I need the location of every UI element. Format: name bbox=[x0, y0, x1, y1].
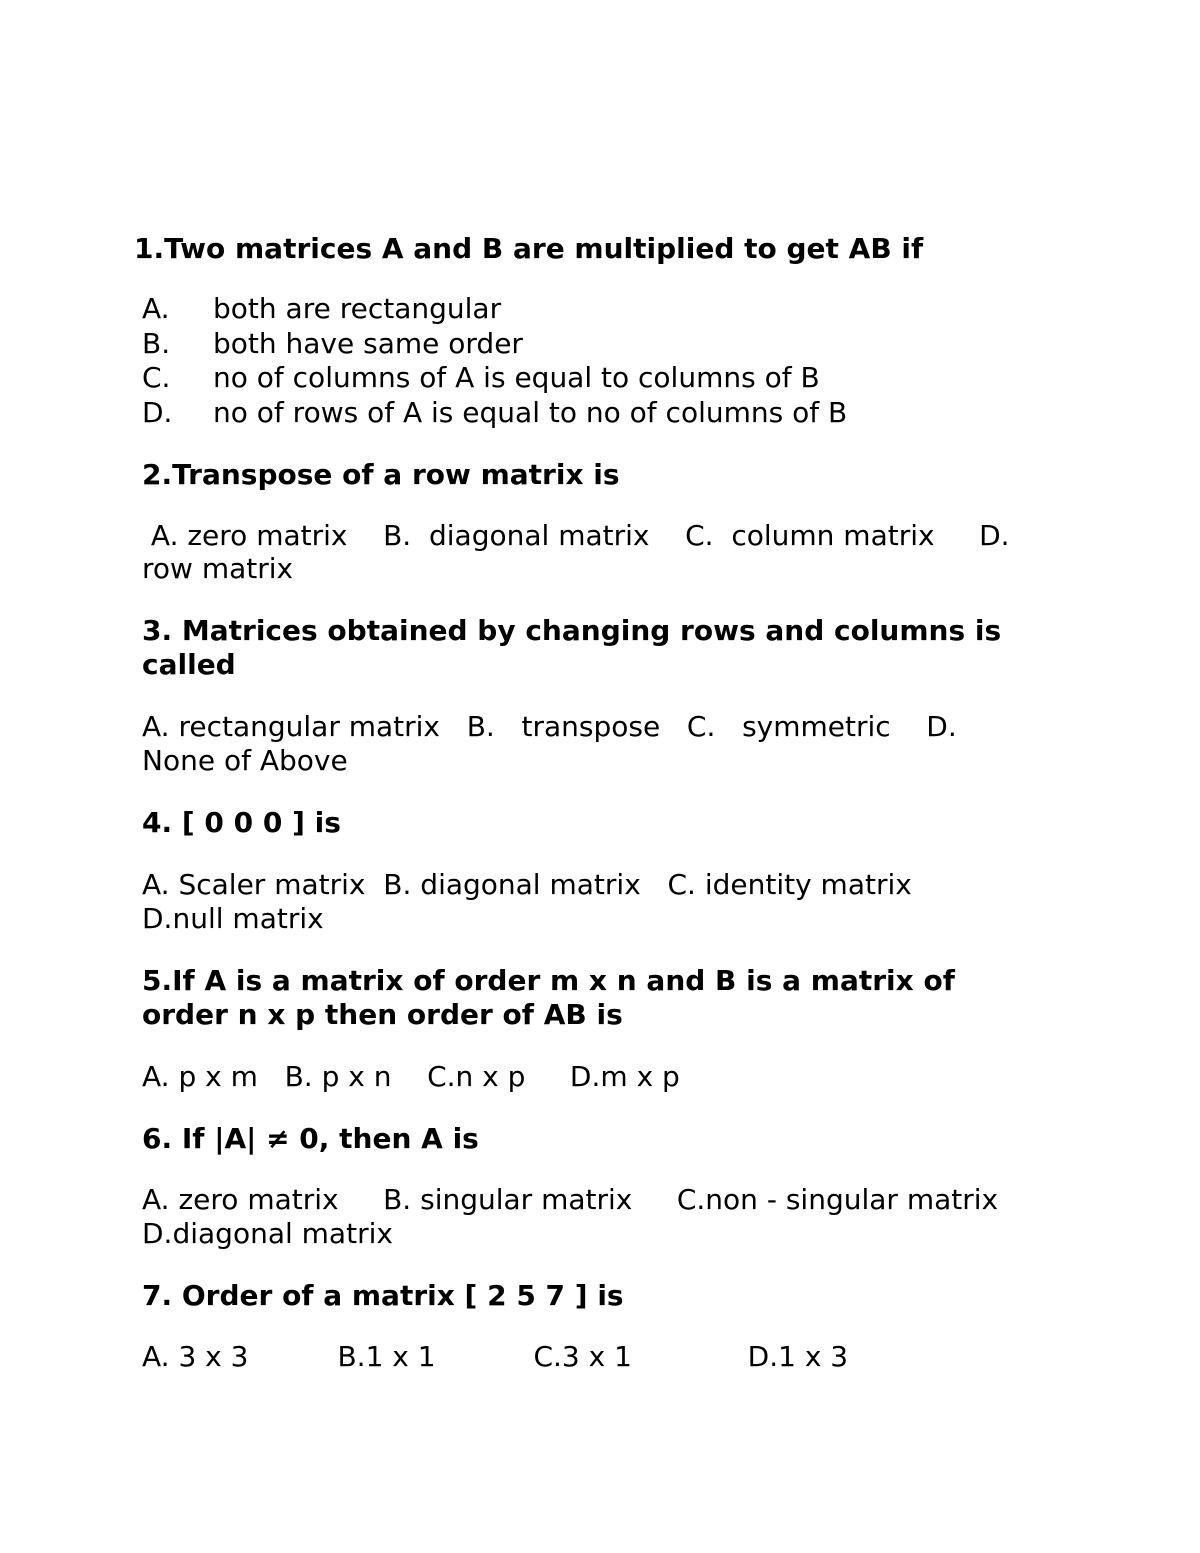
question-1-option-a bbox=[142, 292, 847, 327]
question-7-text: 7. Order of a matrix [ 2 5 7 ] is bbox=[142, 1279, 624, 1312]
question-3-options-line-1: A. rectangular matrix B. transpose C. symmetric D. bbox=[142, 710, 957, 743]
question-1-text: 1.Two matrices A and B are multiplied to get AB if bbox=[134, 232, 924, 265]
option-text: no of rows of A is equal to no of columns of B bbox=[213, 395, 848, 429]
question-5-text-line-2: order n x p then order of AB is bbox=[142, 998, 623, 1031]
question-7-options-line-1: A. 3 x 3 B.1 x 1 C.3 x 1 D.1 x 3 bbox=[142, 1340, 849, 1373]
question-3-text-line-1: 3. Matrices obtained by changing rows and columns is bbox=[142, 614, 1002, 647]
question-2-text: 2.Transpose of a row matrix is bbox=[142, 458, 620, 491]
question-1-option-c bbox=[142, 361, 847, 396]
question-4-options-line-2: D.null matrix bbox=[142, 902, 324, 935]
question-1-option-d bbox=[142, 396, 847, 431]
question-1-option-b bbox=[142, 327, 847, 362]
question-6-options-line-2: D.diagonal matrix bbox=[142, 1217, 393, 1250]
option-letter: D. bbox=[142, 395, 173, 429]
question-5-options-line-1: A. p x m B. p x n C.n x p D.m x p bbox=[142, 1060, 680, 1093]
question-2-options-line-2: row matrix bbox=[142, 552, 294, 585]
question-3-text-line-2: called bbox=[142, 648, 236, 681]
option-text: both are rectangular bbox=[213, 292, 502, 325]
question-5-text-line-1: 5.If A is a matrix of order m x n and B is a matrix of bbox=[142, 964, 955, 997]
question-4-text: 4. [ 0 0 0 ] is bbox=[142, 806, 341, 839]
question-6-text: 6. If |A| ≠ 0, then A is bbox=[142, 1122, 479, 1155]
option-letter: A. bbox=[142, 292, 170, 325]
question-1-options bbox=[142, 292, 847, 430]
question-6-options-line-1: A. zero matrix B. singular matrix C.non - singular matrix bbox=[142, 1183, 999, 1216]
question-4-options-line-1: A. Scaler matrix B. diagonal matrix C. identity matrix bbox=[142, 868, 912, 901]
option-letter: C. bbox=[142, 361, 171, 394]
option-letter: B. bbox=[142, 326, 171, 360]
option-text: no of columns of A is equal to columns of B bbox=[213, 361, 820, 394]
option-text: both have same order bbox=[213, 326, 523, 360]
question-3-options-line-2: None of Above bbox=[142, 744, 348, 777]
question-2-options-line-1: A. zero matrix B. diagonal matrix C. column matrix D. bbox=[142, 519, 1010, 552]
